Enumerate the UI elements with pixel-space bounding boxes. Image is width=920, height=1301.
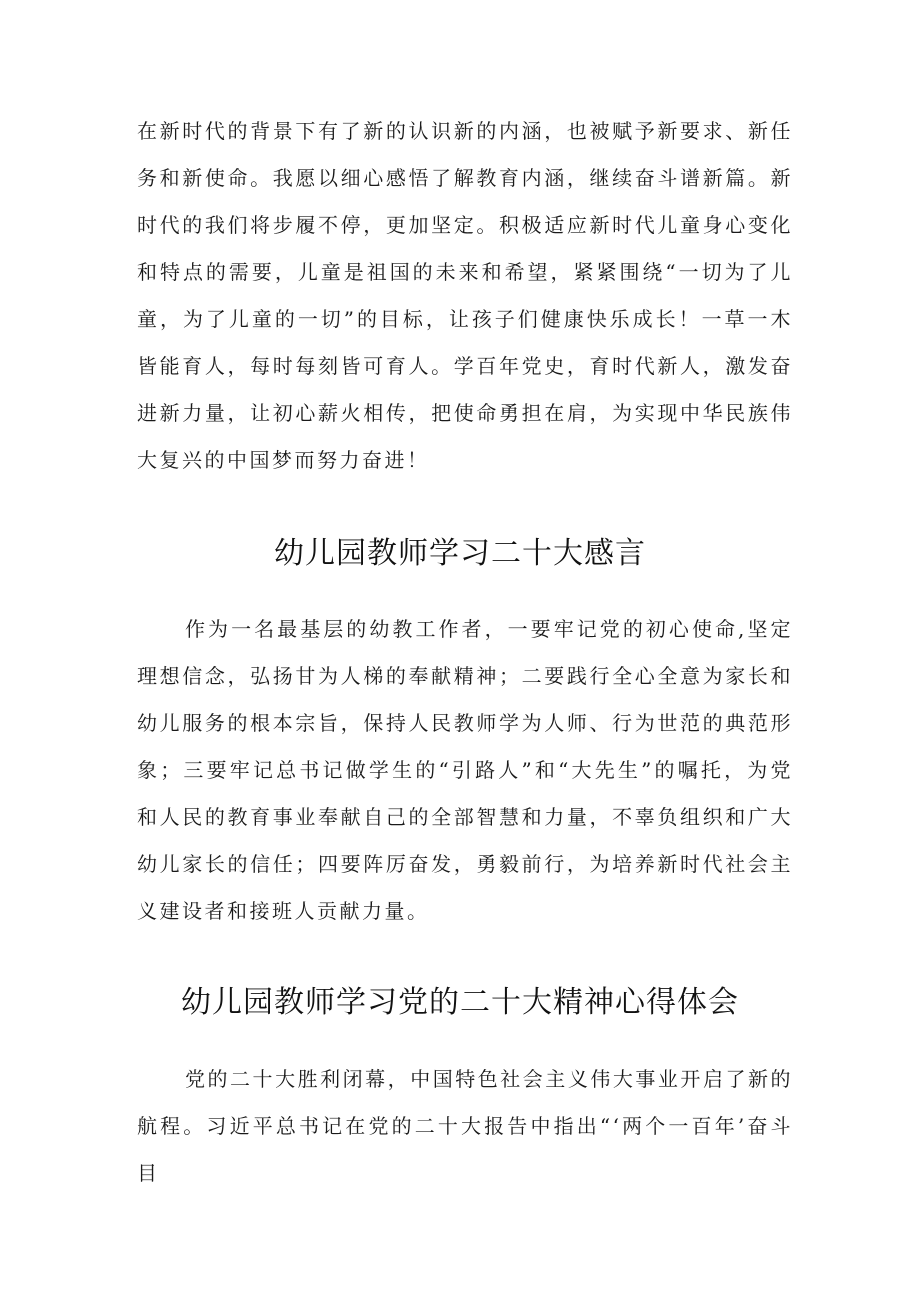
- body-paragraph: 作为一名最基层的幼教工作者，一要牢记党的初心使命,坚定理想信念，弘扬甘为人梯的奉献精神；二要践行全心全意为家长和幼儿服务的根本宗旨，保持人民教师学为人师、行为世范的典范形象；三要牢记总书记做学生的“引路人”和“大先生”的嘱托，为党和人民的教育事业奉献自己的全部智慧和力量，不辜负组织和广大幼儿家长的信任；四要阵厉奋发，勇毅前行，为培养新时代社会主义建设者和接班人贡献力量。: [137, 617, 793, 923]
- body-paragraph: 在新时代的背景下有了新的认识新的内涵，也被赋予新要求、新任务和新使命。我愿以细心感悟了解教育内涵，继续奋斗谱新篇。新时代的我们将步履不停，更加坚定。积极适应新时代儿童身心变化和特点的需要，儿童是祖国的未来和希望，紧紧围绕“一切为了儿童，为了儿童的一切”的目标，让孩子们健康快乐成长！一草一木皆能育人，每时每刻皆可育人。学百年党史，育时代新人，激发奋进新力量，让初心薪火相传，把使命勇担在肩，为实现中华民族伟大复兴的中国梦而努力奋进！: [137, 119, 793, 472]
- section-heading: 幼儿园教师学习二十大感言: [274, 536, 646, 571]
- body-paragraph: 党的二十大胜利闭幕，中国特色社会主义伟大事业开启了新的航程。习近平总书记在党的二十大报告中指出“‘两个一百年’奋斗目: [137, 1067, 793, 1185]
- section-heading: 幼儿园教师学习党的二十大精神心得体会: [181, 985, 739, 1020]
